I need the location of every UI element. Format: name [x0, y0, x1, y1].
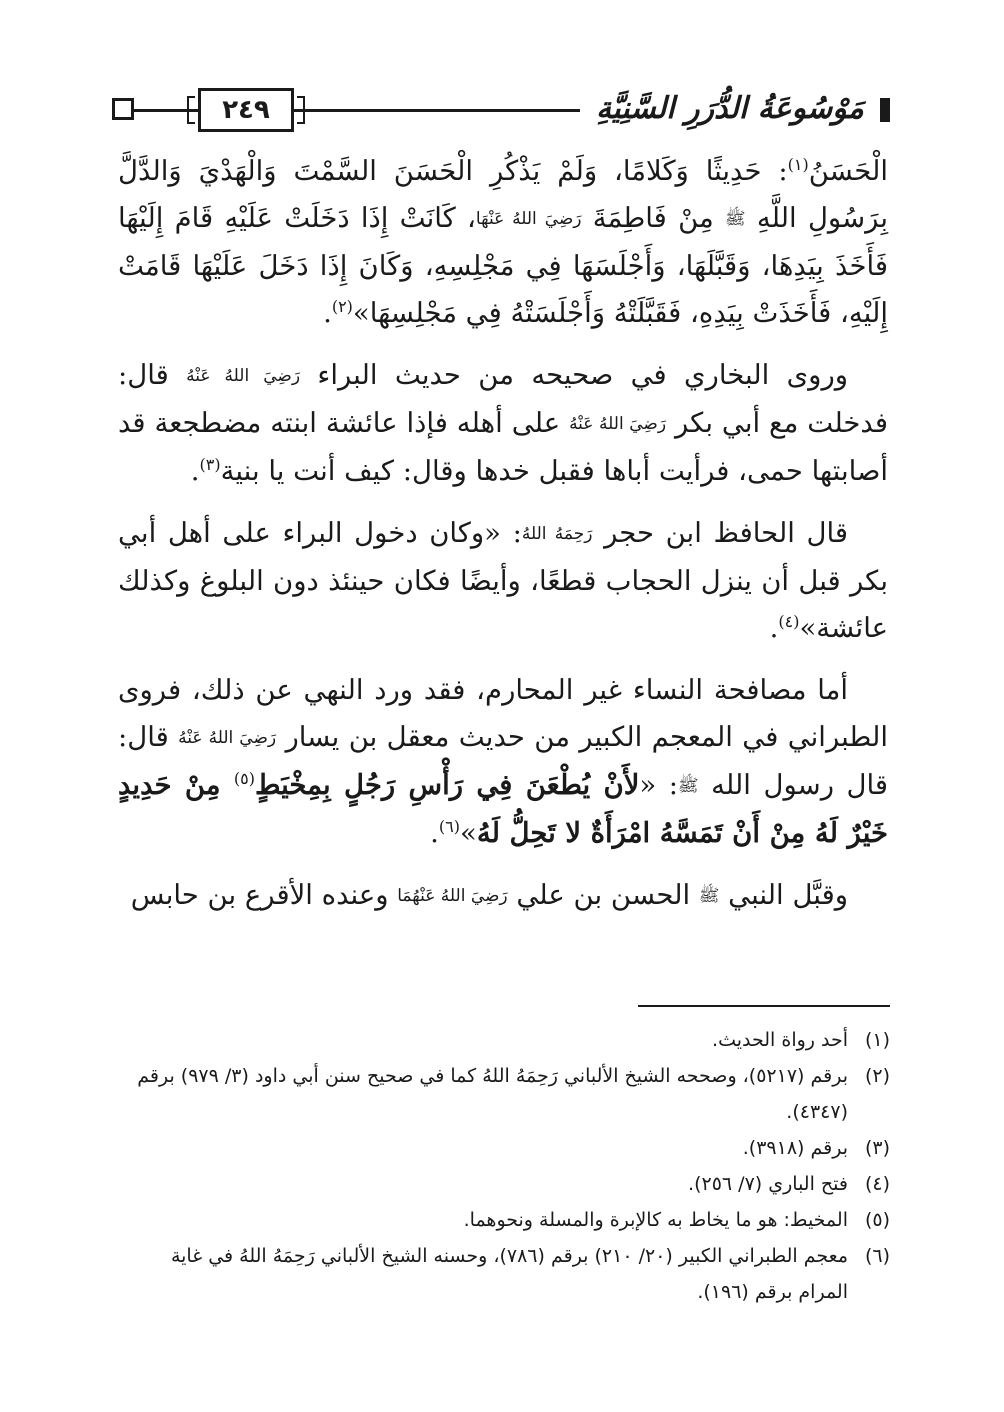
- footnote-2: [118, 1058, 890, 1130]
- honorific: ﷺ: [725, 209, 746, 229]
- text-run: قال الحافظ ابن حجر: [592, 517, 848, 549]
- text-run: وقبَّل النبي: [719, 879, 848, 911]
- honorific: ﷺ: [698, 886, 720, 906]
- series-title: مَوْسُوعَةُ الدُّرَرِ السَّنِيَّةِ: [580, 84, 880, 134]
- header-square-outline: [112, 98, 134, 120]
- footnote-ref-4[interactable]: (٤): [778, 611, 800, 631]
- paragraph-3: [118, 510, 888, 652]
- footnote-number: (٦): [864, 1245, 890, 1267]
- paragraph-1: [118, 148, 888, 337]
- footnote-text: برقم (٥٢١٧)، وصححه الشيخ الألباني رَحِمَهُ اللهُ كما في صحيح سنن أبي داود (٣/ ٩٧٩) برقم (٤٣٤٧).: [137, 1065, 848, 1123]
- paragraph-2: [118, 352, 888, 495]
- footnote-number: (٥): [864, 1209, 890, 1231]
- text-run: .: [323, 297, 332, 329]
- footnote-number: (٢): [864, 1065, 890, 1087]
- text-run: وعنده الأقرع بن حابس: [130, 879, 398, 911]
- footnote-5: [118, 1202, 890, 1238]
- footnote-ref-1[interactable]: (١): [787, 154, 809, 174]
- footnote-ref-6[interactable]: (٦): [438, 816, 461, 836]
- text-run: .: [190, 455, 200, 487]
- footnote-1: [118, 1022, 890, 1058]
- footnote-text: برقم (٣٩١٨).: [742, 1137, 848, 1159]
- footnote-ref-2[interactable]: (٢): [331, 296, 353, 316]
- honorific: رَضِيَ اللهُ عَنْهُمَا: [397, 886, 508, 906]
- footnote-6: [118, 1238, 890, 1310]
- honorific: رَضِيَ اللهُ عَنْهُ: [186, 366, 301, 386]
- honorific: رَضِيَ اللهُ عَنْهُ: [178, 728, 277, 748]
- footnote-number: (٣): [864, 1137, 890, 1159]
- text-run: الْحَسَنُ: [808, 155, 888, 187]
- footnote-ref-3[interactable]: (٣): [199, 454, 221, 474]
- footnotes: [118, 1022, 890, 1310]
- footnote-text: أحد رواة الحديث.: [712, 1029, 848, 1051]
- paragraph-4: [118, 667, 888, 857]
- text-run: قال: قال رسول الله: [118, 721, 888, 801]
- text-run: .: [769, 612, 779, 644]
- text-run: على أهله فإذا عائشة ابنته مضطجعة قد أصابتها حمى، فرأيت أباها فقبل خدها وقال: كيف أنت يا بنية: [118, 407, 888, 487]
- page-number: ٢٤٩: [198, 88, 294, 132]
- text-run: ، كَانَتْ إِذَا دَخَلَتْ عَلَيْهِ قَامَ إِلَيْهَا فَأَخَذَ بِيَدِهَا، وَقَبَّلَهَا، وَأَجْلَسَهَا فِي مَجْلِسِهِ، وَكَانَ إِذَا دَخَلَ عَلَيْهَا قَامَتْ إِلَيْهِ، فَأَخَذَتْ بِيَدِهِ، فَقَبَّلَتْهُ وَأَجْلَسَتْهُ فِي مَجْلِسِهَا»: [118, 202, 888, 329]
- page-header: [112, 84, 890, 138]
- text-run: .: [430, 817, 439, 849]
- honorific: رَضِيَ اللهُ عَنْهُ: [569, 414, 667, 434]
- text-run: قال: فدخلت مع أبي بكر: [118, 359, 888, 439]
- footnote-separator: [638, 1005, 890, 1007]
- footnote-ref-5[interactable]: (٥): [233, 768, 255, 788]
- honorific: رَحِمَهُ اللهُ: [521, 524, 593, 544]
- honorific: رَضِيَ اللهُ عَنْهَا: [475, 209, 582, 229]
- main-text: [118, 148, 888, 935]
- hadith-text: لأَنْ يُطْعَنَ فِي رَأْسِ رَجُلٍ بِمِخْيَطٍ: [254, 769, 640, 801]
- text-run: أما مصافحة النساء غير المحارم، فقد ورد النهي عن ذلك، فروى الطبراني في المعجم الكبير من حديث معقل بن يسار: [118, 674, 888, 753]
- text-run: الحسن بن علي: [507, 879, 699, 911]
- footnote-3: [118, 1130, 890, 1166]
- text-run: وروى البخاري في صحيحه من حديث البراء: [300, 359, 848, 391]
- footnote-text: فتح الباري (٧/ ٢٥٦).: [688, 1173, 848, 1195]
- text-run: »: [460, 817, 477, 849]
- text-run: : حَدِيثًا وَكَلامًا، وَلَمْ يَذْكُرِ الْحَسَنَ السَّمْتَ وَالْهَدْيَ وَالدَّلَّ بِرَسُولِ اللَّهِ: [118, 155, 889, 234]
- footnote-number: (١): [864, 1029, 890, 1051]
- paragraph-5: [118, 872, 888, 920]
- footnote-number: (٤): [864, 1173, 890, 1195]
- footnote-text: المخيط: هو ما يخاط به كالإبرة والمسلة ونحوهما.: [463, 1209, 848, 1231]
- text-run: : «وكان دخول البراء على أهل أبي بكر قبل أن ينزل الحجاب قطعًا، وأيضًا فكان حينئذ دون البلوغ وكذلك عائشة»: [118, 517, 888, 644]
- text-run: مِنْ فَاطِمَةَ: [581, 202, 726, 234]
- honorific: ﷺ: [678, 776, 699, 796]
- footnote-4: [118, 1166, 890, 1202]
- header-rule-middle: [294, 109, 584, 112]
- text-run: : «: [639, 769, 679, 801]
- footnote-text: معجم الطبراني الكبير (٢٠/ ٢١٠) برقم (٧٨٦)، وحسنه الشيخ الألباني رَحِمَهُ اللهُ في غاية المرام برقم (١٩٦).: [170, 1245, 848, 1303]
- hadith-text: مِنْ حَدِيدٍ خَيْرٌ لَهُ مِنْ أَنْ تَمَسَّهُ امْرَأَةٌ لا تَحِلُّ لَهُ: [118, 769, 888, 849]
